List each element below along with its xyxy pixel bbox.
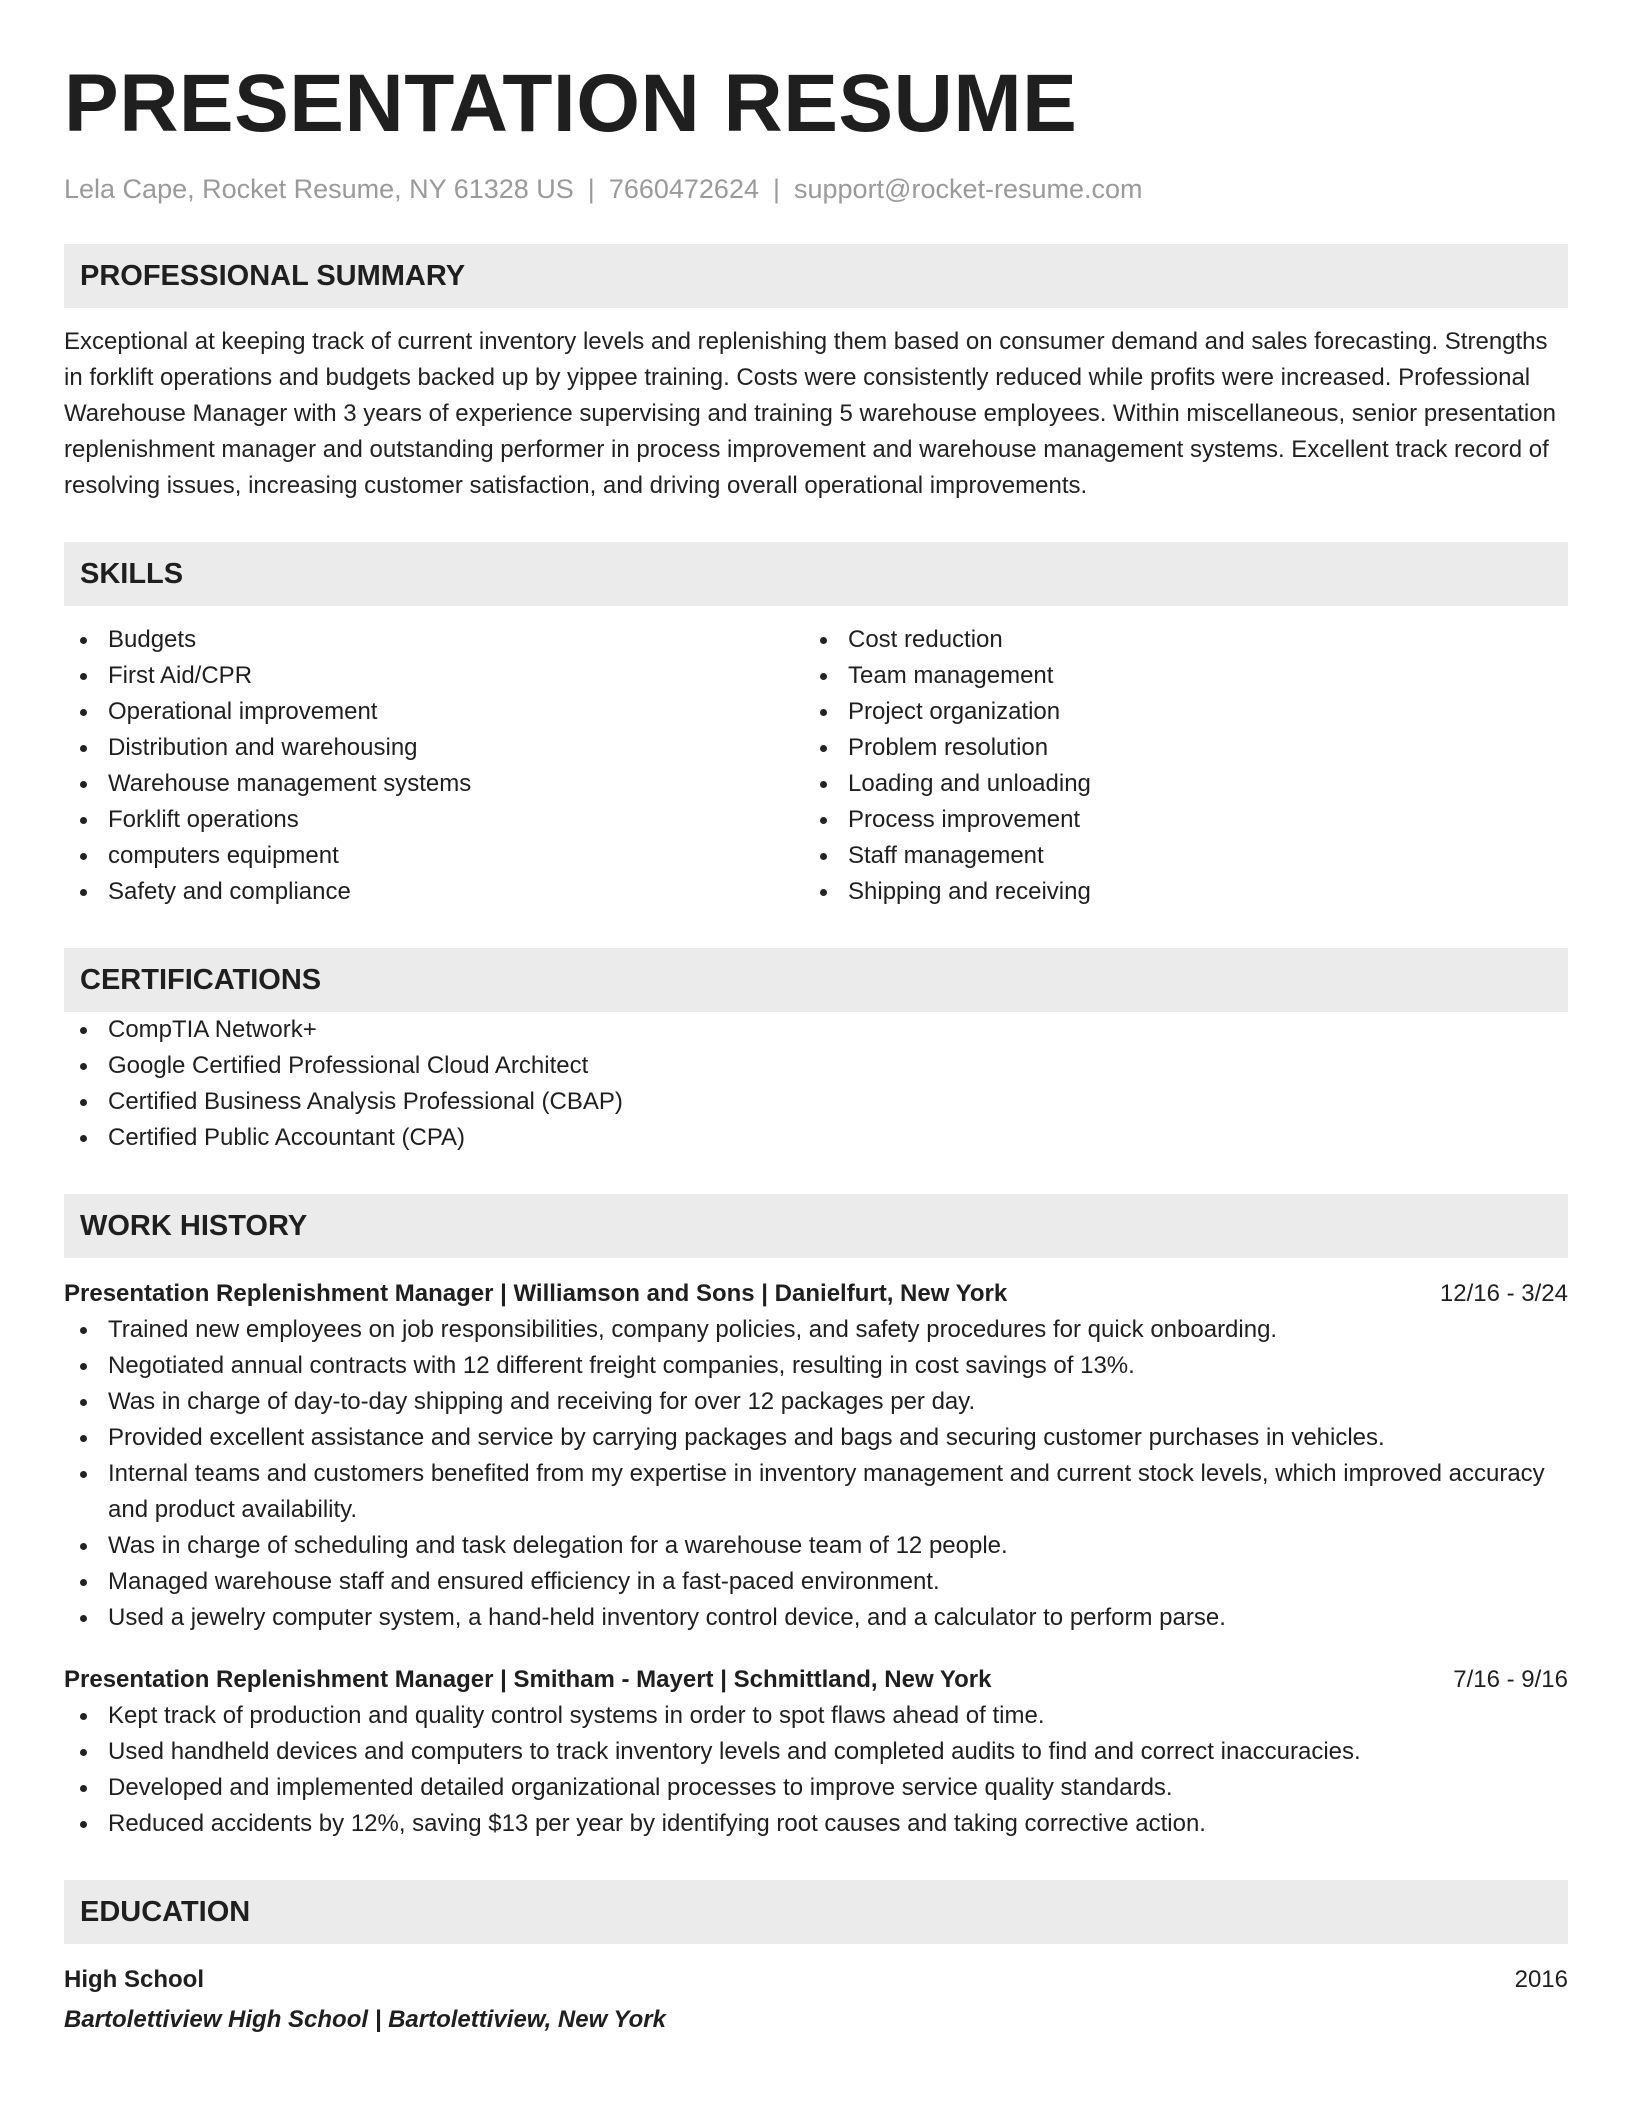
- job-bullet: Kept track of production and quality control systems in order to spot flaws ahead of time.: [64, 1698, 1568, 1734]
- skills-column-right: [804, 622, 1544, 910]
- skill-item: Project organization: [804, 694, 1544, 730]
- section-header-education: EDUCATION: [64, 1880, 1568, 1944]
- education-degree: High School: [64, 1966, 204, 1993]
- job-bullet: Was in charge of day-to-day shipping and receiving for over 12 packages per day.: [64, 1384, 1568, 1420]
- skill-item: Operational improvement: [64, 694, 804, 730]
- certification-item: Google Certified Professional Cloud Architect: [64, 1048, 1568, 1084]
- education-header: [64, 1962, 1568, 1998]
- certification-item: Certified Business Analysis Professional (CBAP): [64, 1084, 1568, 1120]
- contact-separator: |: [587, 174, 595, 204]
- contact-line: [64, 172, 1568, 206]
- certification-item: Certified Public Accountant (CPA): [64, 1120, 1568, 1156]
- job-bullet: Negotiated annual contracts with 12 different freight companies, resulting in cost savings of 13%.: [64, 1348, 1568, 1384]
- section-header-summary: PROFESSIONAL SUMMARY: [64, 244, 1568, 308]
- certification-item: CompTIA Network+: [64, 1012, 1568, 1048]
- job-header: [64, 1276, 1568, 1312]
- job-bullet: Provided excellent assistance and service by carrying packages and bags and securing customer purchases in vehicles.: [64, 1420, 1568, 1456]
- job-header: [64, 1662, 1568, 1698]
- job-bullets: [64, 1312, 1568, 1636]
- skill-item: Team management: [804, 658, 1544, 694]
- job-entry: [64, 1662, 1568, 1842]
- skill-item: Shipping and receiving: [804, 874, 1544, 910]
- job-bullet: Reduced accidents by 12%, saving $13 per year by identifying root causes and taking corrective action.: [64, 1806, 1568, 1842]
- job-bullet: Internal teams and customers benefited from my expertise in inventory management and current stock levels, which improved accuracy and product availability.: [64, 1456, 1568, 1528]
- job-bullets: [64, 1698, 1568, 1842]
- job-dates: 12/16 - 3/24: [1439, 1280, 1568, 1307]
- contact-separator: |: [772, 174, 780, 204]
- section-header-certifications: CERTIFICATIONS: [64, 948, 1568, 1012]
- job-entry: [64, 1276, 1568, 1636]
- job-bullet: Trained new employees on job responsibilities, company policies, and safety procedures for quick onboarding.: [64, 1312, 1568, 1348]
- section-header-work-history: WORK HISTORY: [64, 1194, 1568, 1258]
- skill-item: Process improvement: [804, 802, 1544, 838]
- certifications-list: [64, 1012, 1568, 1156]
- skill-item: Cost reduction: [804, 622, 1544, 658]
- job-title: Presentation Replenishment Manager | Williamson and Sons | Danielfurt, New York: [64, 1280, 1008, 1307]
- skill-item: Budgets: [64, 622, 804, 658]
- job-bullet: Used a jewelry computer system, a hand-held inventory control device, and a calculator to perform parse.: [64, 1600, 1568, 1636]
- contact-phone: 7660472624: [608, 174, 759, 204]
- skill-item: Loading and unloading: [804, 766, 1544, 802]
- contact-email: support@rocket-resume.com: [794, 174, 1143, 204]
- section-header-skills: SKILLS: [64, 542, 1568, 606]
- skill-item: Safety and compliance: [64, 874, 804, 910]
- job-title: Presentation Replenishment Manager | Smitham - Mayert | Schmittland, New York: [64, 1666, 992, 1693]
- job-bullet: Developed and implemented detailed organizational processes to improve service quality standards.: [64, 1770, 1568, 1806]
- job-bullet: Used handheld devices and computers to track inventory levels and completed audits to find and correct inaccuracies.: [64, 1734, 1568, 1770]
- skill-item: First Aid/CPR: [64, 658, 804, 694]
- education-year: 2016: [1514, 1966, 1568, 1993]
- summary-text: Exceptional at keeping track of current inventory levels and replenishing them based on consumer demand and sales forecasting. Strengths in forklift operations and budgets backed up by yippee training. Costs were consistently reduced while profits were increased. Professional Warehouse Manager with 3 years of experience supervising and training 5 warehouse employees. Within miscellaneous, senior presentation replenishment manager and outstanding performer in process improvement and warehouse management systems. Excellent track record of resolving issues, increasing customer satisfaction, and driving overall operational improvements.: [64, 328, 1556, 499]
- job-bullet: Managed warehouse staff and ensured efficiency in a fast-paced environment.: [64, 1564, 1568, 1600]
- skill-item: Problem resolution: [804, 730, 1544, 766]
- education-school: Bartolettiview High School | Bartolettiview, New York: [64, 2006, 666, 2033]
- skill-item: Staff management: [804, 838, 1544, 874]
- skill-item: Forklift operations: [64, 802, 804, 838]
- skill-item: Warehouse management systems: [64, 766, 804, 802]
- resume-title: PRESENTATION RESUME: [64, 58, 1078, 149]
- skill-item: Distribution and warehousing: [64, 730, 804, 766]
- skill-item: computers equipment: [64, 838, 804, 874]
- job-dates: 7/16 - 9/16: [1453, 1666, 1568, 1693]
- skills-grid: [64, 622, 1568, 910]
- job-bullet: Was in charge of scheduling and task delegation for a warehouse team of 12 people.: [64, 1528, 1568, 1564]
- skills-column-left: [64, 622, 804, 910]
- contact-address: Lela Cape, Rocket Resume, NY 61328 US: [64, 174, 574, 204]
